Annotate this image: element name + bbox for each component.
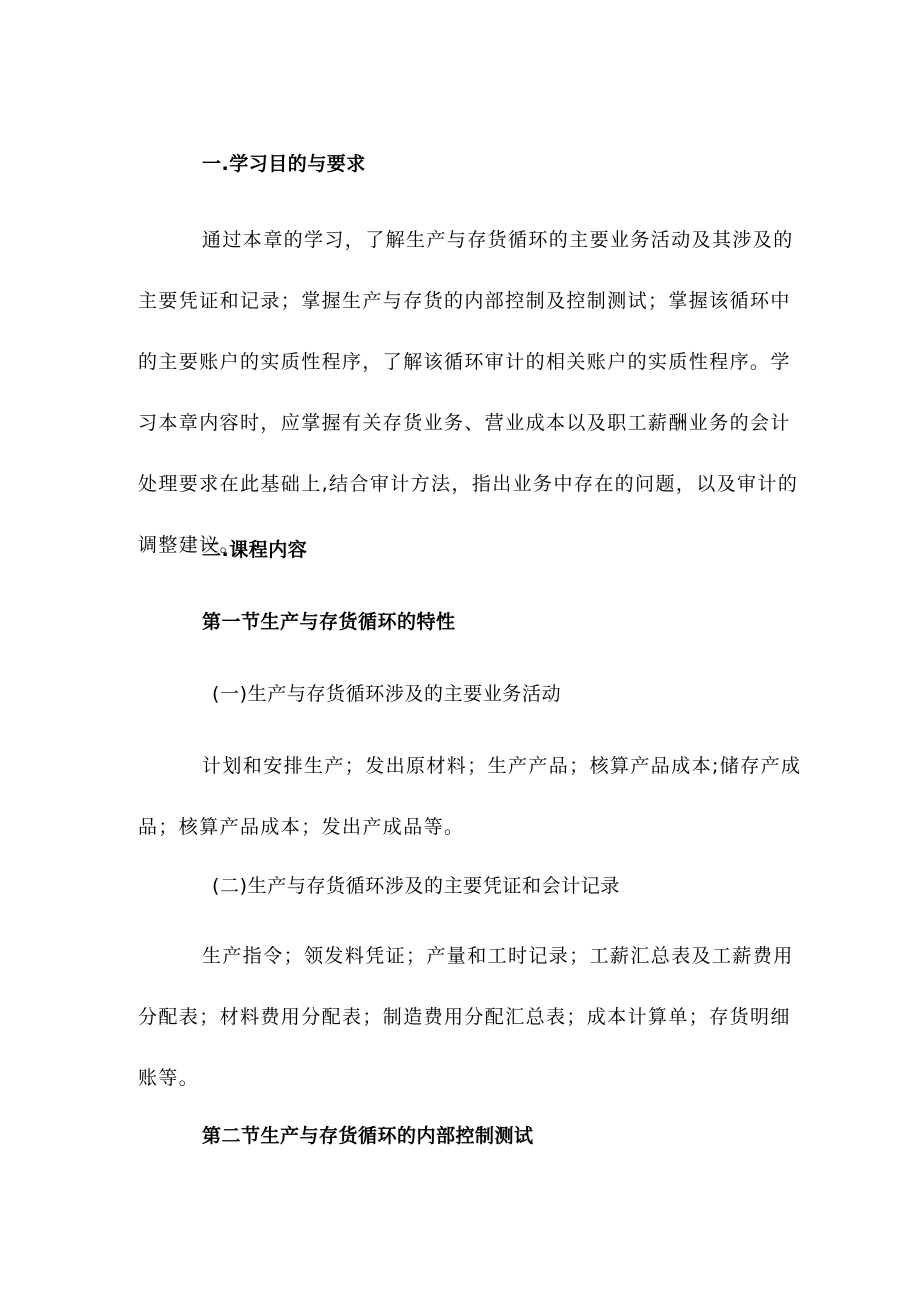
- paragraph-line: 处理要求在此基础上,结合审计方法，指出业务中存在的问题，以及审计的: [138, 473, 799, 495]
- paragraph-line: 通过本章的学习，了解生产与存货循环的主要业务活动及其涉及的: [202, 229, 794, 251]
- paragraph-line: 调整建议。: [138, 534, 241, 556]
- subsection-title-activities: (一)生产与存货循环涉及的主要业务活动: [212, 683, 562, 705]
- section-heading-objectives: 一.学习目的与要求: [202, 153, 366, 175]
- paragraph-line: 生产指令；领发料凭证；产量和工时记录；工薪汇总表及工薪费用: [202, 945, 794, 967]
- paragraph-line: 计划和安排生产；发出原材料；生产产品；核算产品成本;储存产成: [202, 755, 802, 777]
- chapter-title-2: 第二节生产与存货循环的内部控制测试: [202, 1125, 534, 1147]
- section-heading-course-content: 二.课程内容: [202, 539, 308, 561]
- chapter-title-1: 第一节生产与存货循环的特性: [202, 611, 456, 633]
- paragraph-line: 习本章内容时，应掌握有关存货业务、营业成本以及职工薪酬业务的会计: [138, 412, 791, 434]
- paragraph-line: 品；核算产品成本；发出产成品等。: [138, 816, 465, 838]
- paragraph-line: 账等。: [138, 1067, 200, 1089]
- objectives-paragraph: [138, 229, 799, 556]
- activities-paragraph: [138, 755, 802, 838]
- paragraph-line: 的主要账户的实质性程序，了解该循环审计的相关账户的实质性程序。学: [138, 351, 791, 373]
- subsection-title-documents: (二)生产与存货循环涉及的主要凭证和会计记录: [212, 875, 621, 897]
- documents-paragraph: [138, 945, 794, 1089]
- paragraph-line: 主要凭证和记录；掌握生产与存货的内部控制及控制测试；掌握该循环中: [138, 290, 791, 312]
- paragraph-line: 分配表；材料费用分配表；制造费用分配汇总表；成本计算单；存货明细: [138, 1006, 791, 1028]
